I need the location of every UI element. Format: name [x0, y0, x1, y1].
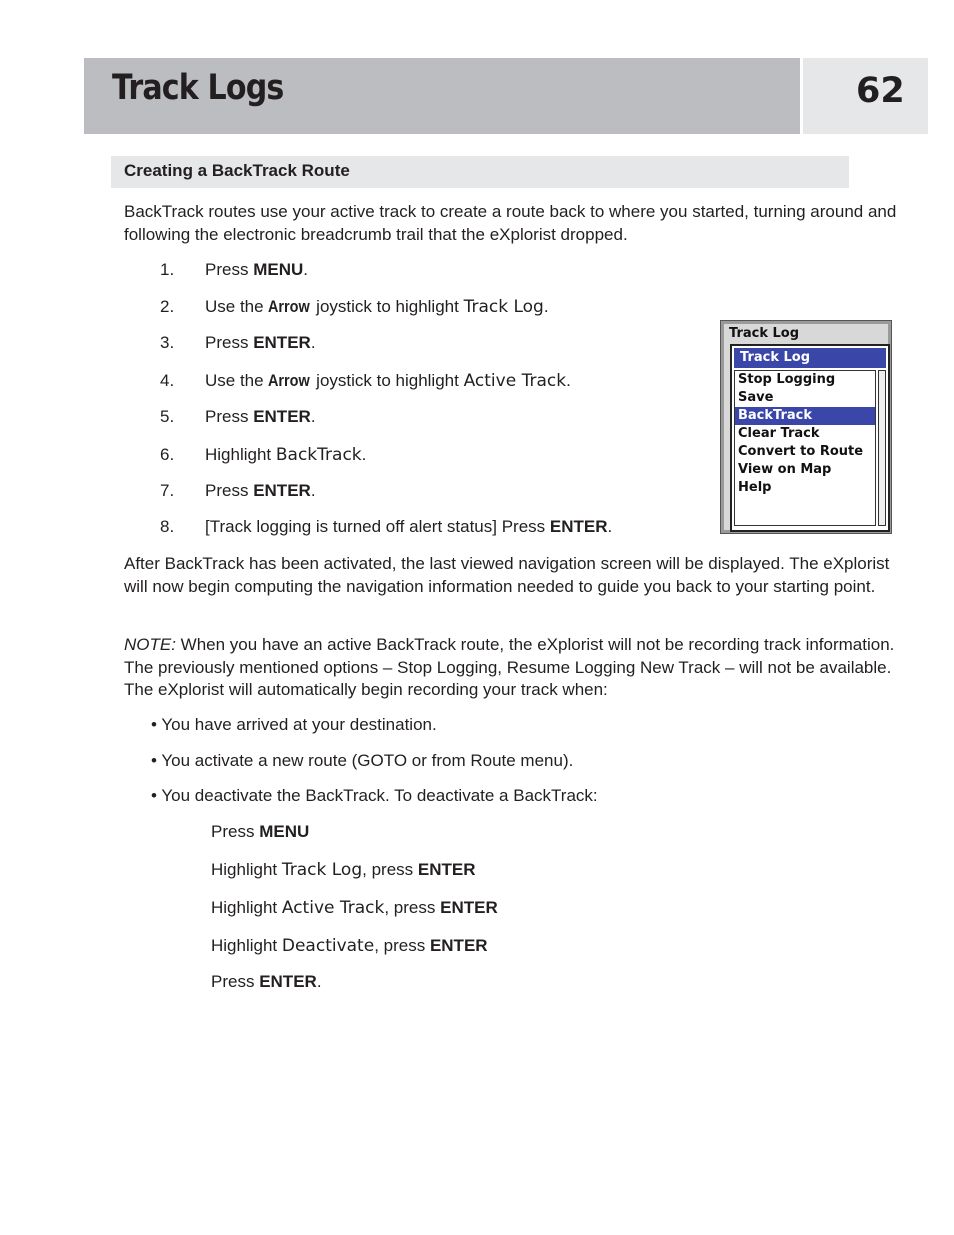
section-title: Creating a BackTrack Route [124, 161, 350, 180]
device-background-title: Track Log [729, 326, 800, 341]
step-text: Use the [205, 371, 269, 390]
step-text: Highlight [211, 898, 282, 917]
step-text: , press [362, 860, 418, 879]
page-title: Track Logs [112, 68, 284, 108]
device-menu-title: Track Log [734, 348, 886, 368]
step-text: Use the [205, 297, 269, 316]
step-number: 4. [160, 371, 175, 390]
deactivate-step [211, 934, 488, 958]
bullet-item: • You deactivate the BackTrack. To deactivate a BackTrack: [151, 786, 598, 805]
note-text: When you have an active BackTrack route, the eXplorist will not be recording track information. The previously mentioned options – Stop Logging, Resume Logging New Track – will not be available. The eXplorist will automatically begin recording your track when: [124, 635, 895, 699]
step-text: . [566, 371, 571, 390]
key-name: Arrow [268, 297, 311, 316]
after-paragraph: After BackTrack has been activated, the last viewed navigation screen will be displayed. The eXplorist will now begin computing the navigation information needed to guide you back to your starting point. [124, 554, 890, 596]
step-text: , press [384, 898, 441, 917]
step-item [0, 405, 700, 429]
menu-option-name: BackTrack [275, 445, 362, 465]
step-number: 6. [160, 445, 175, 464]
step-text: Press [205, 481, 254, 500]
intro-paragraph: BackTrack routes use your active track to create a route back to where you started, turning around and following the electronic breadcrumb trail that the eXplorist dropped. [124, 202, 897, 244]
deactivate-step [211, 970, 322, 994]
step-number: 7. [160, 481, 175, 500]
menu-option-name: Active Track [463, 371, 567, 391]
key-name: ENTER [429, 936, 488, 955]
step-text: . [543, 297, 549, 316]
page-number: 62 [856, 71, 905, 111]
step-text: joystick to highlight [311, 371, 464, 390]
deactivate-step [211, 820, 309, 844]
step-text: . [361, 445, 367, 464]
step-text: Highlight [211, 860, 282, 879]
bullet-item: • You have arrived at your destination. [151, 715, 437, 734]
step-number: 3. [160, 333, 175, 352]
note-label: NOTE: [124, 635, 176, 654]
key-name: ENTER [259, 972, 317, 991]
device-screenshot [720, 320, 892, 534]
step-item [0, 443, 700, 467]
step-number: 8. [160, 517, 175, 536]
device-menu-item: Stop Logging [738, 372, 836, 387]
step-text: . [303, 260, 308, 279]
device-menu-popup [730, 344, 890, 532]
menu-option-name: Track Log [281, 860, 363, 880]
device-menu-item: Save [738, 390, 774, 405]
device-menu-item: Help [738, 480, 772, 495]
step-text: joystick to highlight [311, 297, 464, 316]
step-text: . [310, 333, 316, 352]
bullet-item: • You activate a new route (GOTO or from Route menu). [151, 751, 574, 770]
step-text: . [310, 407, 316, 426]
device-menu-item: Convert to Route [738, 444, 864, 459]
step-text: Press [211, 972, 260, 991]
step-item [0, 258, 700, 282]
step-item [0, 369, 700, 393]
key-name: ENTER [253, 407, 311, 426]
step-text: Highlight [205, 445, 276, 464]
menu-option-name: Deactivate [281, 936, 375, 956]
step-text: Press [205, 333, 254, 352]
step-text: . [316, 972, 322, 991]
key-name: MENU [253, 260, 304, 279]
device-menu-item: Clear Track [738, 426, 820, 441]
device-scrollbar [878, 370, 886, 526]
menu-option-name: Active Track [281, 898, 385, 918]
step-text: . [607, 517, 613, 536]
key-name: MENU [259, 822, 310, 841]
step-number: 2. [160, 297, 175, 316]
step-number: 1. [160, 260, 175, 279]
step-number: 5. [160, 407, 175, 426]
step-text: Highlight [211, 936, 282, 955]
device-screen [724, 324, 888, 530]
step-text: Press [205, 407, 254, 426]
step-item [0, 331, 700, 355]
note-paragraph [124, 634, 904, 702]
menu-option-name: Track Log [463, 297, 544, 317]
deactivate-step [211, 896, 498, 920]
device-menu-list [734, 370, 876, 526]
device-menu-item: View on Map [738, 462, 832, 477]
step-text: . [310, 481, 316, 500]
key-name: ENTER [549, 517, 608, 536]
step-text: Press [205, 260, 254, 279]
key-name: ENTER [417, 860, 476, 879]
deactivate-step [211, 858, 476, 882]
device-menu-item-selected: BackTrack [735, 407, 875, 425]
step-text: Press [211, 822, 260, 841]
key-name: ENTER [253, 333, 311, 352]
step-item [0, 295, 700, 319]
step-text: [Track logging is turned off alert status] Press [205, 517, 550, 536]
step-item [0, 515, 700, 539]
key-name: Arrow [268, 371, 311, 390]
key-name: ENTER [253, 481, 311, 500]
step-text: , press [374, 936, 430, 955]
step-item [0, 479, 700, 503]
key-name: ENTER [440, 898, 498, 917]
